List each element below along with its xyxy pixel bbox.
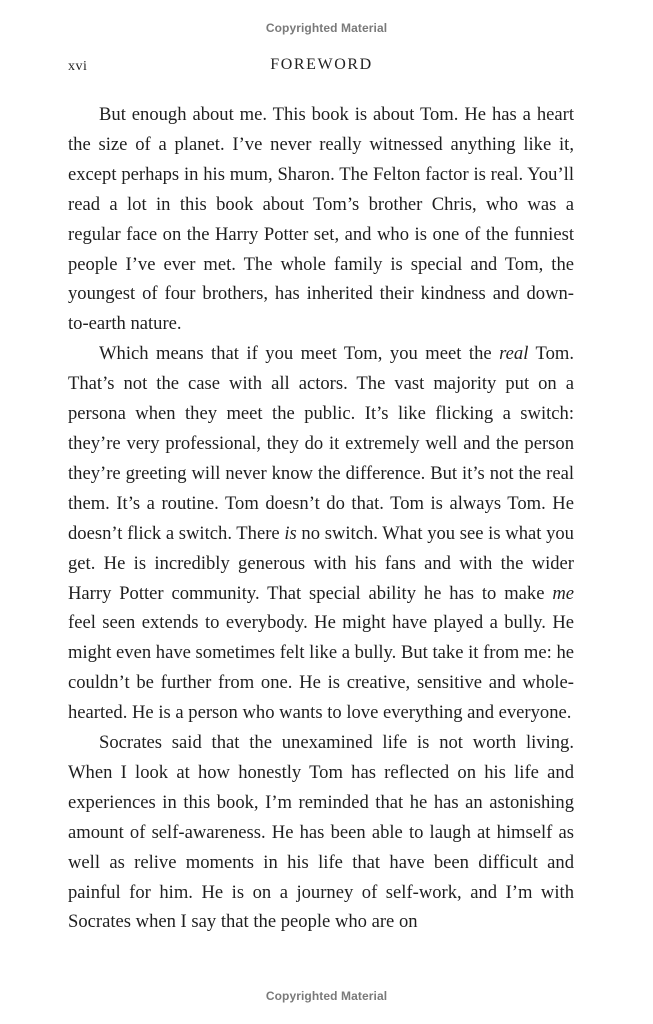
page-number: xvi [68,59,88,74]
paragraph-3 [68,728,574,937]
paragraph-3-text: Socrates said that the unexamined life is not worth living. When I look at how honestly Tom has reflected on his life and experiences in this book, I’m reminded that he has an astonishing amount of self-awareness. He has been able to laugh at himself as well as relive moments in his life that have been difficult and painful for him. He is on a journey of self-work, and I’m with Socrates when I say that the people who are on [68,732,574,933]
paragraph-2-text-c: no switch. What you see is what you get. He is incredibly generous with his fans and with the wider Harry Potter community. That special ability he has to make [68,522,574,604]
paragraph-2 [68,339,574,728]
paragraph-1-text: But enough about me. This book is about Tom. He has a heart the size of a planet. I’ve never really witnessed anything like it, except perhaps in his mum, Sharon. The Felton factor is real. You’ll read a lot in this book about Tom’s brother Chris, who was a regular face on the Harry Potter set, and who is one of the funniest people I’ve ever met. The whole family is special and Tom, the youngest of four brothers, has inherited their kindness and down-to-earth nature. [68,104,574,335]
paragraph-1 [68,100,574,339]
italic-me: me [552,582,574,604]
body-text [68,100,574,937]
running-head [68,56,575,78]
italic-is: is [284,522,297,544]
copyright-watermark-bottom: Copyrighted Material [265,989,388,1003]
copyright-watermark-top: Copyrighted Material [265,21,388,35]
italic-real: real [499,343,529,365]
paragraph-2-text-b: Tom. That’s not the case with all actors. The vast majority put on a persona when they meet the public. It’s like flicking a switch: they’re very professional, they do it extremely well and the person they’re greeting will never know the difference. But it’s not the real them. It’s a routine. Tom doesn’t do that. Tom is always Tom. He doesn’t flick a switch. There [68,343,574,544]
paragraph-2-text-a: Which means that if you meet Tom, you meet the [99,343,500,365]
chapter-title: FOREWORD [270,56,373,73]
paragraph-2-text-d: feel seen extends to everybody. He might have played a bully. He might even have sometimes felt like a bully. But take it from me: he couldn’t be further from one. He is creative, sensitive and whole-hearted. He is a person who wants to love everything and everyone. [68,612,574,724]
